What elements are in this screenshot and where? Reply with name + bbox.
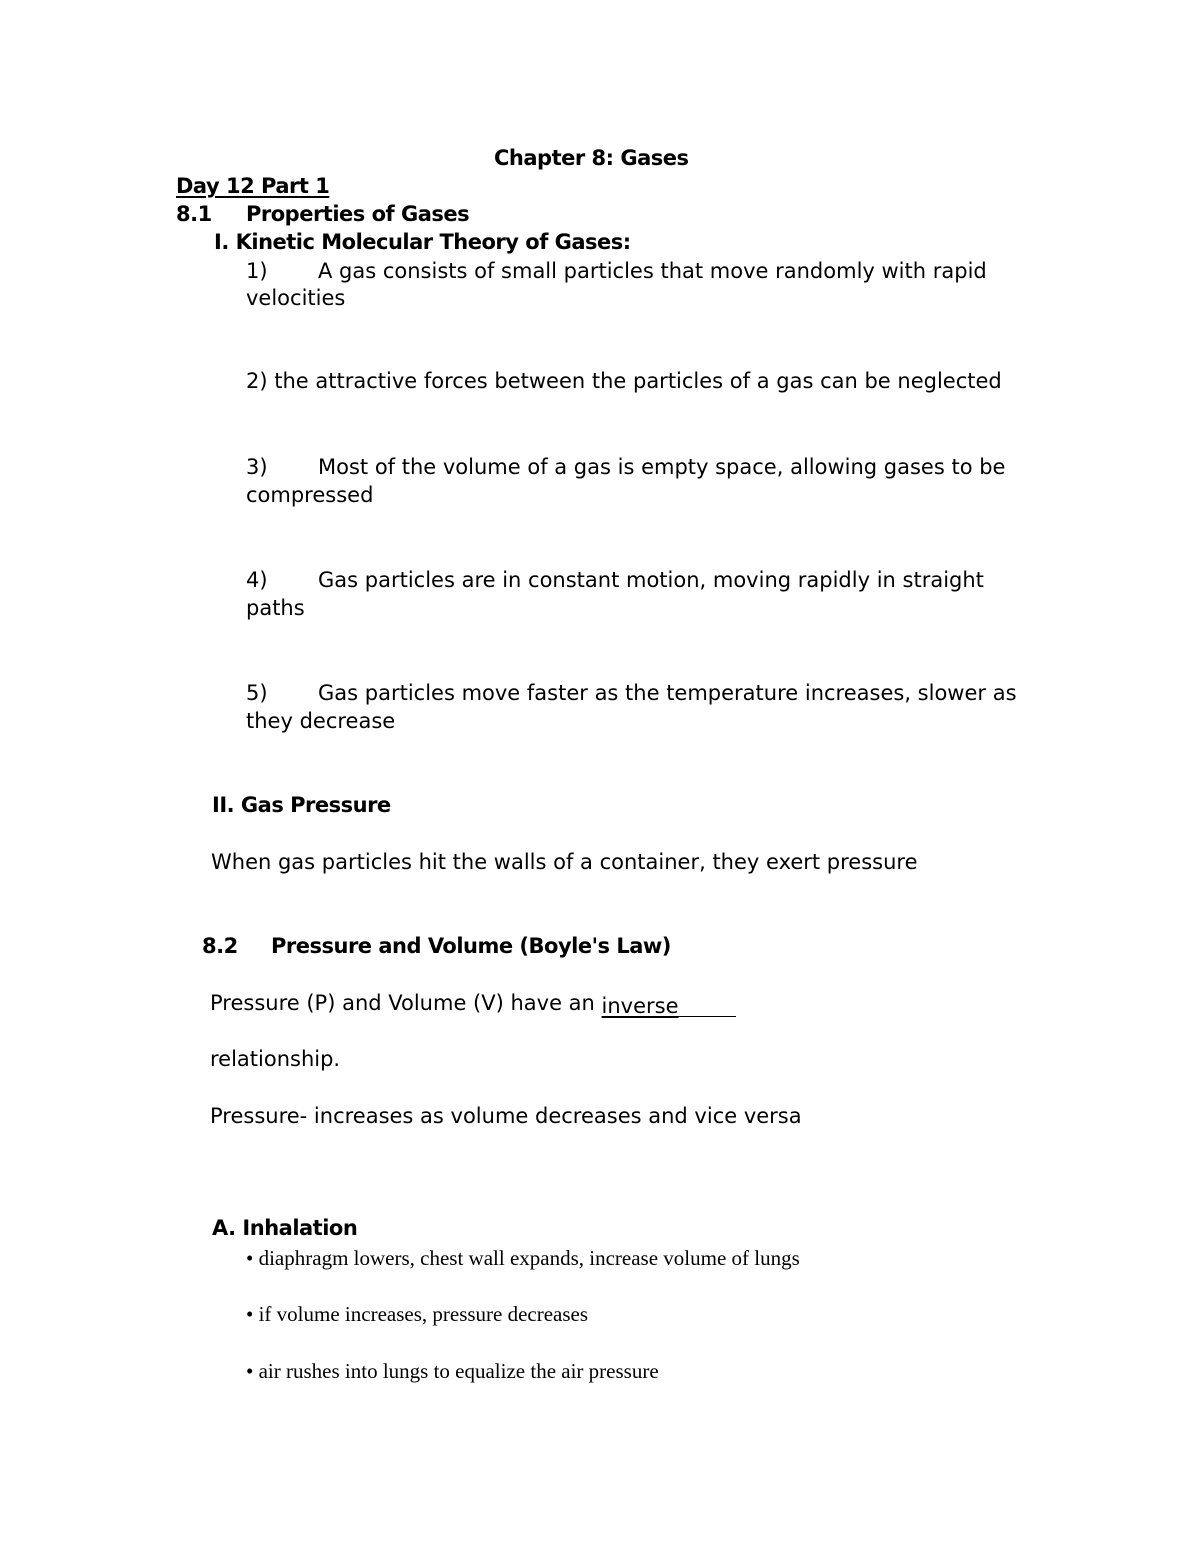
bullet-item: • if volume increases, pressure decreases: [246, 1302, 589, 1326]
section-8-2-heading: Pressure and Volume (Boyle's Law): [271, 934, 671, 958]
gas-pressure-heading: II. Gas Pressure: [212, 793, 391, 817]
item-number: 2): [246, 369, 268, 393]
item-text: Gas particles are in constant motion, moving rapidly in straight: [318, 568, 984, 592]
relationship-text: relationship.: [210, 1047, 341, 1071]
blank-answer: inverse: [601, 994, 679, 1018]
item-text: Most of the volume of a gas is empty space, allowing gases to be: [318, 455, 1006, 479]
section-8-1-number: 8.1: [176, 202, 212, 226]
statement-prefix: Pressure (P) and Volume (V) have an: [210, 991, 595, 1015]
day-heading: Day 12 Part 1: [176, 174, 330, 198]
bullet-item: • air rushes into lungs to equalize the air pressure: [246, 1359, 659, 1383]
item-text-continued: velocities: [246, 286, 346, 310]
boyles-law-statement: [210, 989, 736, 1017]
list-item: [246, 453, 1005, 481]
item-text: A gas consists of small particles that move randomly with rapid: [318, 259, 987, 283]
item-text: the attractive forces between the particles of a gas can be neglected: [274, 369, 1002, 393]
section-8-2-number: 8.2: [202, 934, 238, 958]
item-number: 5): [246, 681, 268, 705]
list-item: [246, 257, 987, 285]
page-title: Chapter 8: Gases: [494, 146, 689, 170]
item-number: 4): [246, 568, 268, 592]
section-8-1-heading: Properties of Gases: [246, 202, 470, 226]
list-item: [246, 367, 1002, 395]
list-item: [246, 566, 984, 594]
item-text-continued: paths: [246, 596, 305, 620]
item-text-continued: they decrease: [246, 709, 396, 733]
item-text-continued: compressed: [246, 483, 374, 507]
item-text: Gas particles move faster as the temperature increases, slower as: [318, 681, 1017, 705]
inhalation-heading: A. Inhalation: [212, 1216, 358, 1240]
list-item: [246, 679, 1017, 707]
fill-in-blank: [602, 994, 736, 1017]
item-number: 3): [246, 455, 268, 479]
item-number: 1): [246, 259, 268, 283]
pressure-statement: Pressure- increases as volume decreases and vice versa: [210, 1104, 802, 1128]
kinetic-theory-heading: I. Kinetic Molecular Theory of Gases:: [214, 230, 631, 254]
gas-pressure-text: When gas particles hit the walls of a container, they exert pressure: [211, 850, 918, 874]
bullet-item: • diaphragm lowers, chest wall expands, increase volume of lungs: [246, 1246, 800, 1270]
